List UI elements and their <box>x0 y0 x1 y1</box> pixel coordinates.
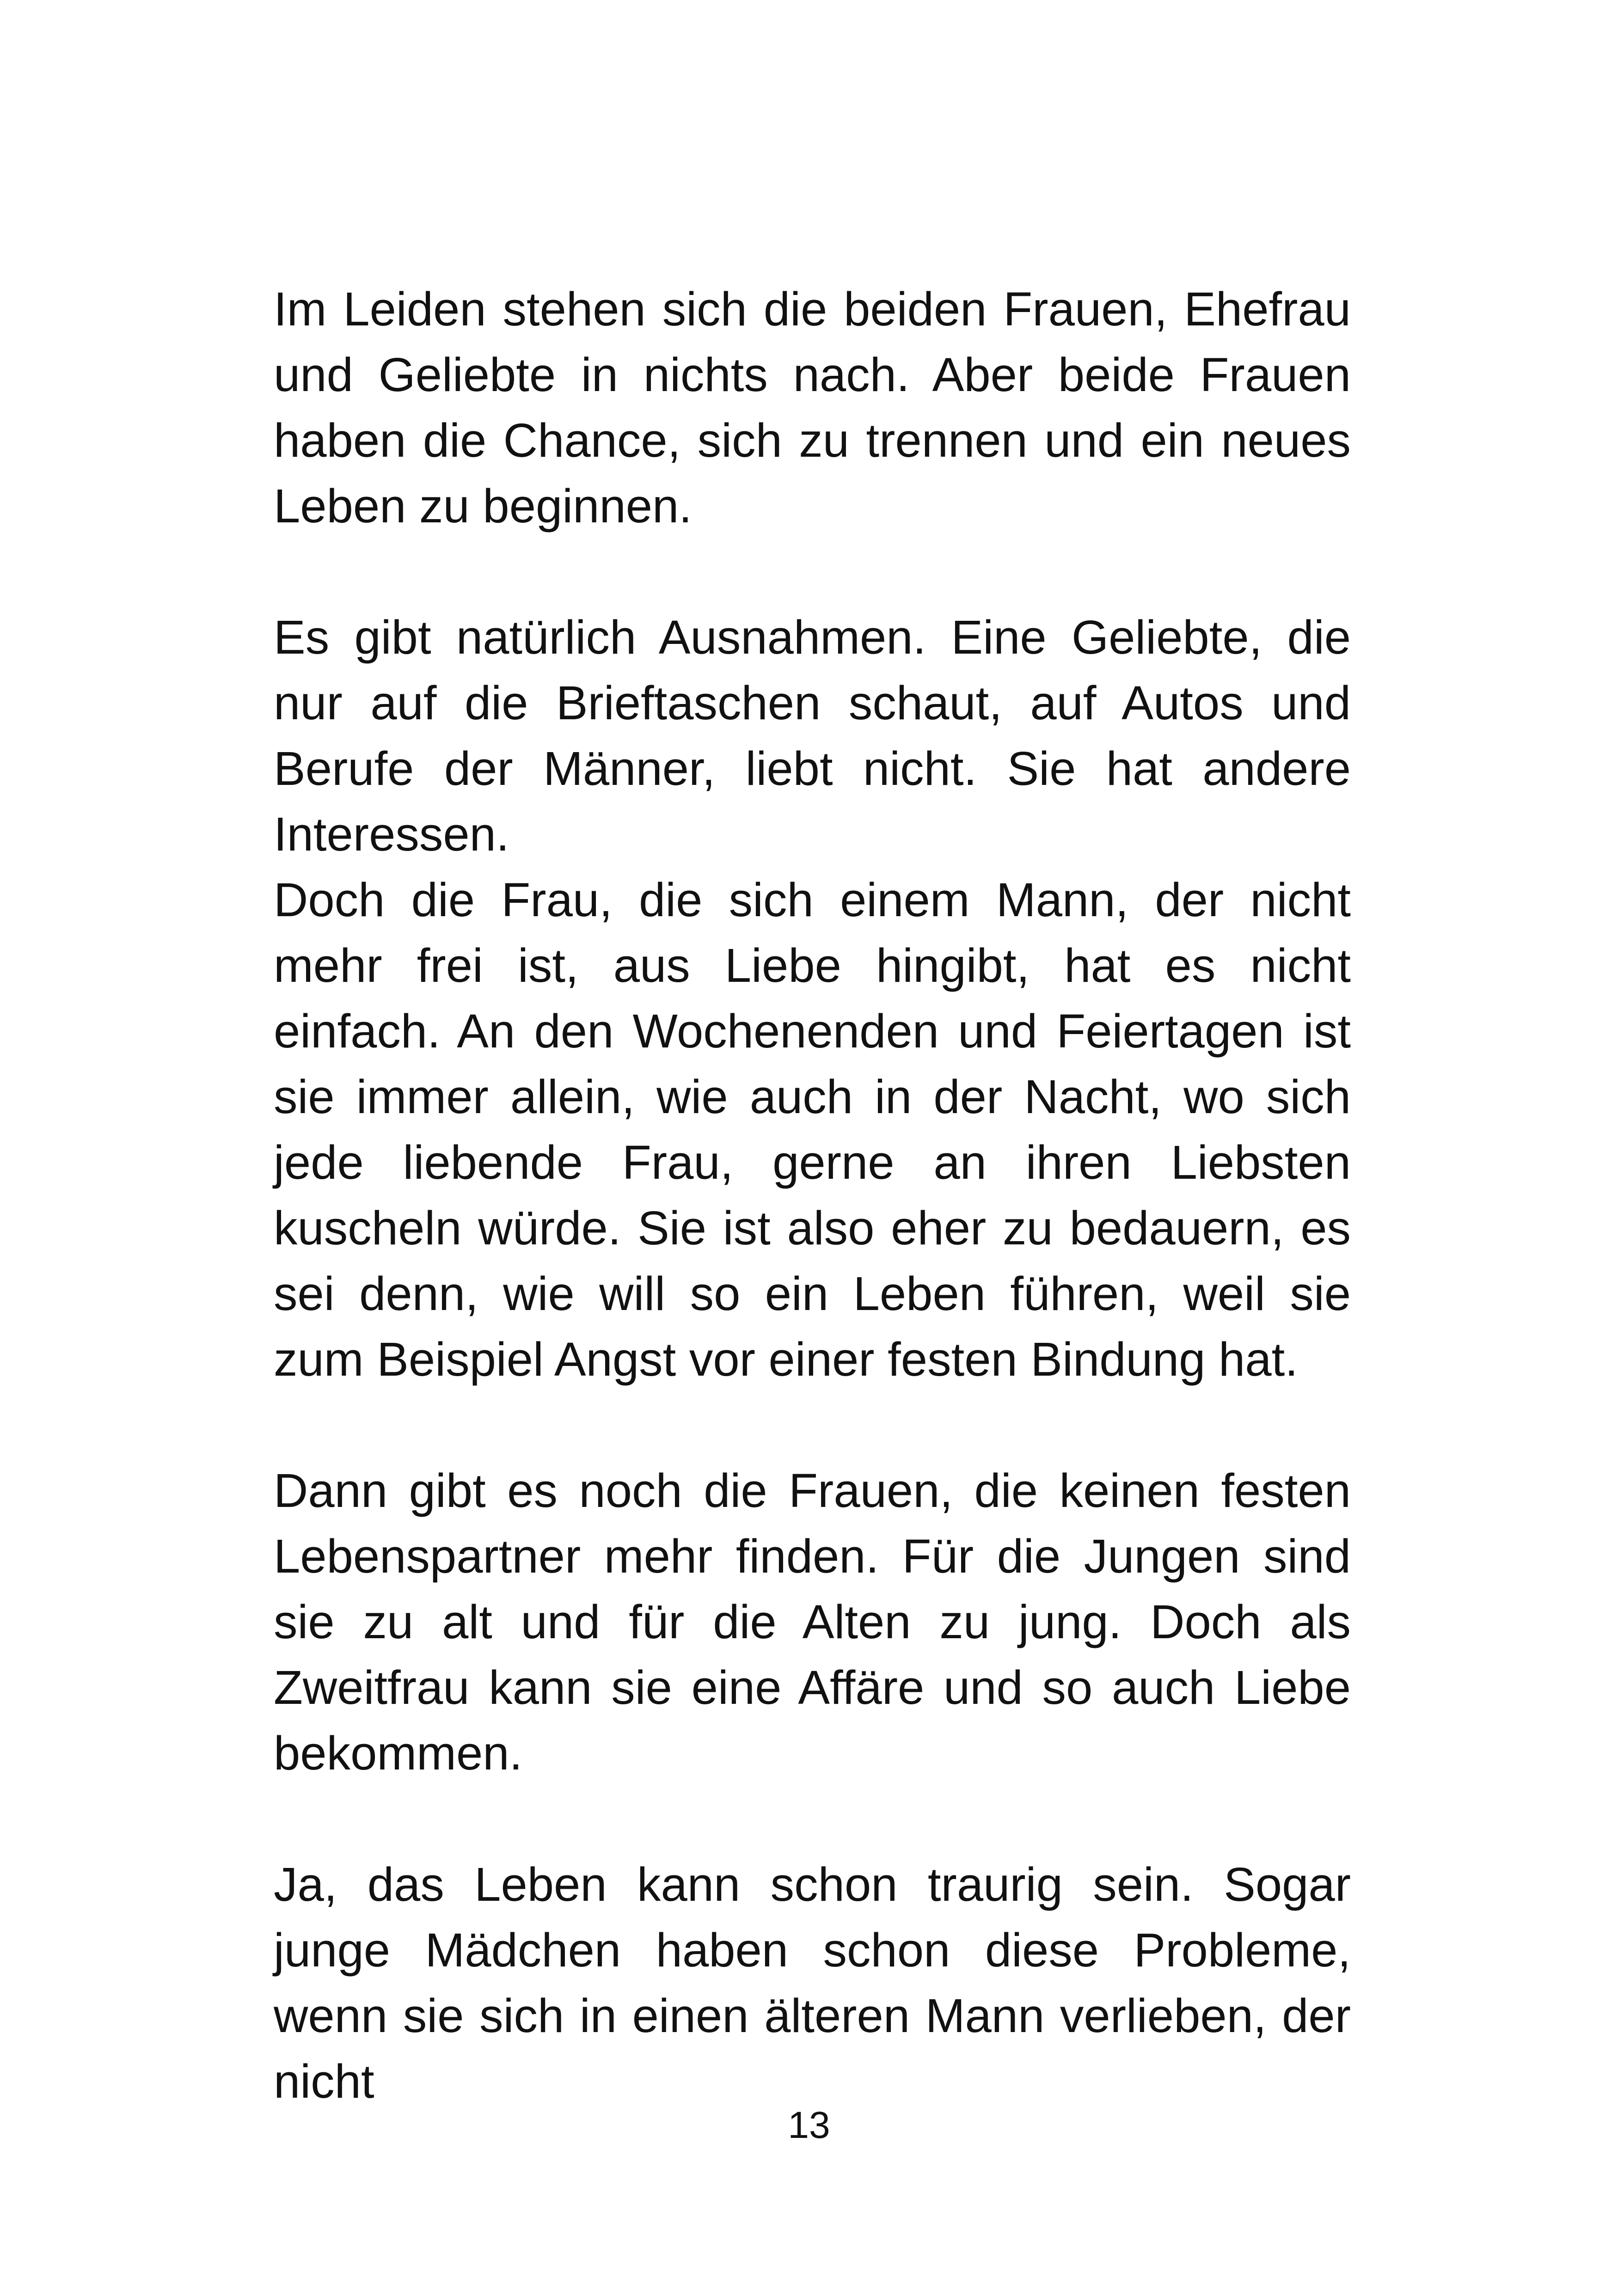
paragraph-2: Es gibt natürlich Ausnahmen. Eine Geliebte, die nur auf die Brieftaschen schaut, auf Autos und Berufe der Männer, liebt nicht. Sie hat andere Interessen. <box>274 611 1351 861</box>
paragraph-1: Im Leiden stehen sich die beiden Frauen, Ehefrau und Geliebte in nichts nach. Aber beide Frauen haben die Chance, sich zu trennen und ein neues Leben zu beginnen. <box>274 282 1351 533</box>
paragraph-5: Ja, das Leben kann schon traurig sein. Sogar junge Mädchen haben schon diese Probleme, wenn sie sich in einen älteren Mann verlieben, der nicht <box>274 1858 1351 2108</box>
body-text <box>274 276 1351 2114</box>
paragraph-4: Dann gibt es noch die Frauen, die keinen festen Lebenspartner mehr finden. Für die Jungen sind sie zu alt und für die Alten zu jung. Doch als Zweitfrau kann sie eine Affäre und so auch Liebe bekommen. <box>274 1464 1351 1780</box>
page-number: 13 <box>788 2104 830 2146</box>
paragraph-3: Doch die Frau, die sich einem Mann, der nicht mehr frei ist, aus Liebe hingibt, hat es nicht einfach. An den Wochenenden und Feiertagen ist sie immer allein, wie auch in der Nacht, wo sich jede liebende Frau, gerne an ihren Liebsten kuscheln würde. Sie ist also eher zu bedauern, es sei denn, wie will so ein Leben führen, weil sie zum Beispiel Angst vor einer festen Bindung hat. <box>274 873 1351 1386</box>
